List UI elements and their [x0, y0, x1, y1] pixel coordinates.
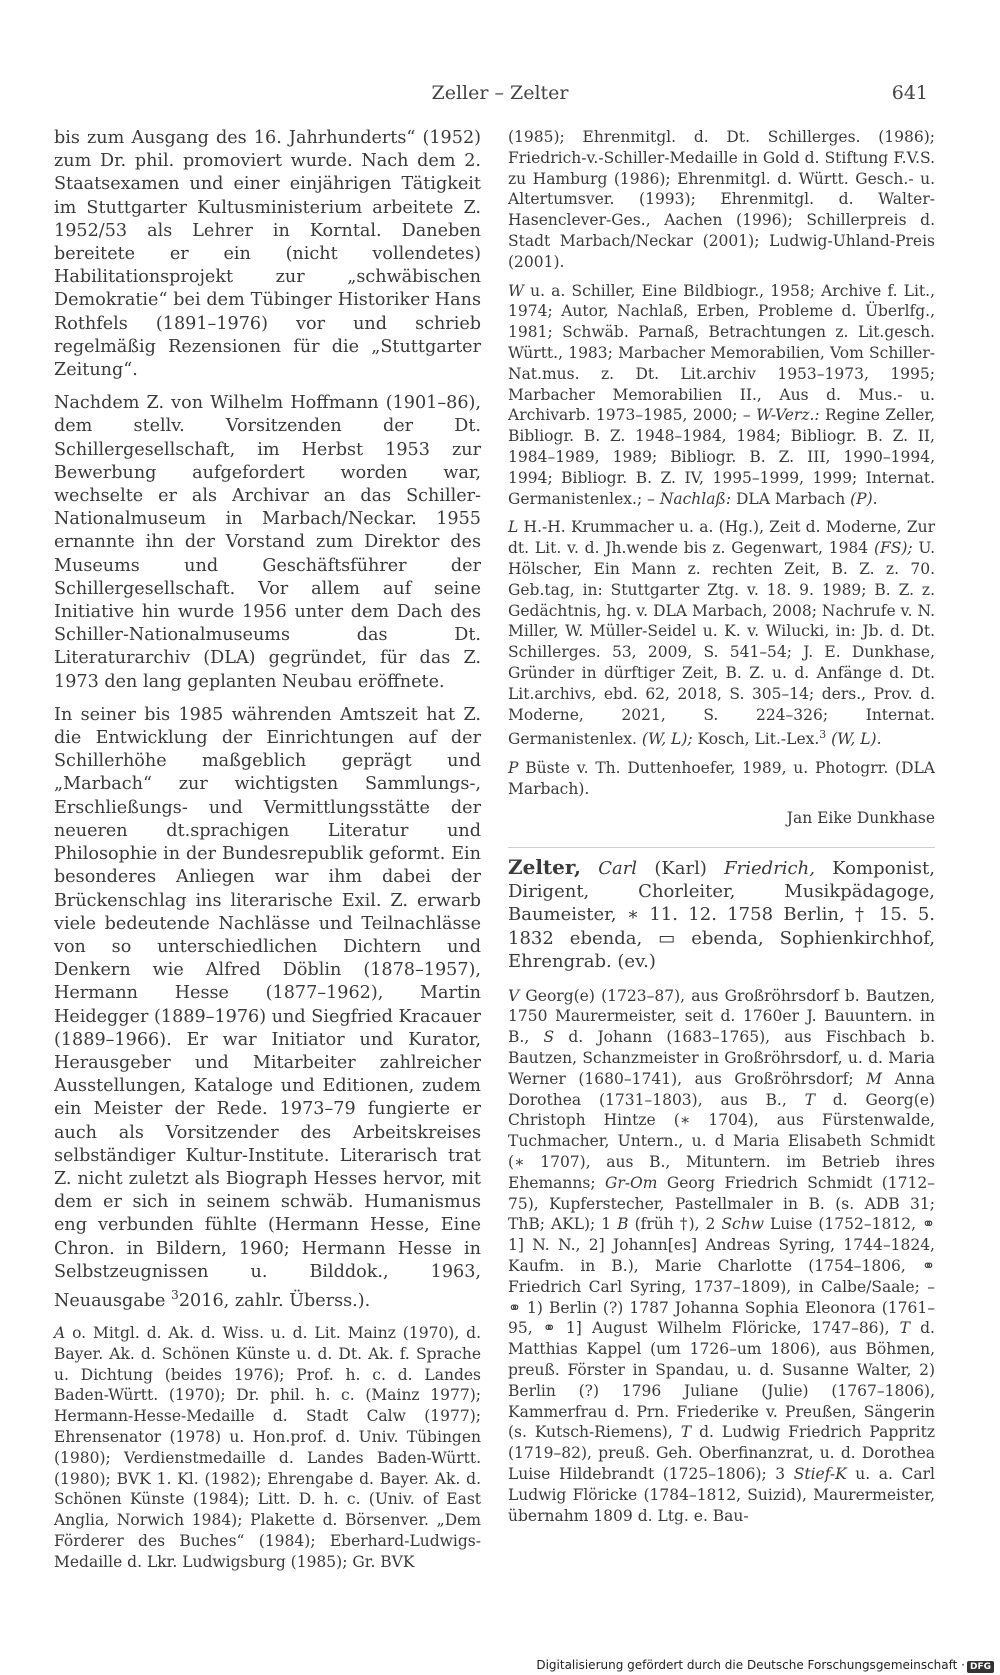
entry-surname: Zelter,: [508, 854, 581, 879]
portraits-text: Büste v. Th. Duttenhoefer, 1989, u. Photogrr. (DLA Marbach).: [508, 759, 935, 799]
family-text: Luise (1752–1812, ⚭ 1] N. N., 2] Johann[es] Andreas Syring, 1744–1824, Kaufm. in B.), Marie Charlotte (1754–1806, ⚭ Friedrich Carl Syring, 1737–1809), in Calbe/Saale; – ⚭ 1) Berlin (?) 1787 Johanna Sophia Eleonora (1761–95, ⚭ 1] August Wilhelm Flöricke, 1747–86),: [508, 1215, 935, 1338]
awards-continued: (1985); Ehrenmitgl. d. Dt. Schillerges. (1986); Friedrich-v.-Schiller-Medaille in Gold d. Stiftung F.V.S. zu Hamburg (1986); Ehrenmitgl. d. Württ. Gesch.- u. Altertumsver. (1993); Ehrenmitgl. d. Walter-Hasenclever-Ges., Aachen (1996); Schillerpreis d. Stadt Marbach/Neckar (2001); Ludwig-Uhland-Preis (2001).: [508, 128, 935, 271]
family-text: Georg(e) (1723–87), aus Großröhrsdorf b. Bautzen, 1750 Maurermeister, seit d. 1760er J. Bauuntern. in B.,: [508, 986, 935, 1047]
family-label-b: B: [617, 1215, 629, 1234]
right-column: [508, 127, 935, 1534]
works-text: u. a. Schiller, Eine Bildbiogr., 1958; Archive f. Lit., 1974; Autor, Nachlaß, Erben, Probleme d. Überlfg., 1981; Schwäb. Parnaß, Betrachtungen z. Lit.gesch. Württ., 1983; Marbacher Memorabilien, Vom Schiller-Nat.mus. z. Dt. Lit.archiv 1953–1973, 1995; Marbacher Memorabilien II., Aus d. Mus.- u. Archivarb. 1973–1985, 2000; –: [508, 281, 935, 425]
family-text: d. Georg(e) Christoph Hintze (∗ 1704), aus Fürstenwalde, Tuchmacher, Untern., u. d Maria Elisabeth Schmidt (∗ 1707), aus B., Mituntern. im Betrieb ihres Ehemanns;: [508, 1090, 935, 1192]
nachlass-text: DLA Marbach: [731, 489, 851, 508]
family-text: Georg Friedrich Schmidt (1712–75), Kupferstecher, Pastellmaler in B. (s. ADB 31; ThB; AKL); 1: [508, 1173, 935, 1234]
tenure-text-end: 2016, zahlr. Überss.).: [178, 1290, 371, 1311]
paragraph-marbach-career: Nachdem Z. von Wilhelm Hoffmann (1901–86), dem stellv. Vorsitzenden der Dt. Schillergesellschaft, im Herbst 1953 zur Bewerbung aufgefordert worden war, wechselte er als Archivar an das Schiller-Nationalmuseum in Marbach/Neckar. 1955 ernannte ihn der Vorstand zum Direktor des Museums und Geschäftsführer der Schillergesellschaft. Vor allem auf seine Initiative hin wurde 1956 unter dem Dach des Schiller-Nationalmuseums das Dt. Literaturarchiv (DLA) gegründet, für das Z. 1973 den lang geplanten Neubau eröffnete.: [54, 393, 481, 692]
works-bibliography: Regine Zeller, Bibliogr. B. Z. 1948–1984, 1984; Bibliogr. B. Z. II, 1984–1989, 1989; Bibliogr. B. Z. III, 1990–1994, 1994; Bibliogr. B. Z. IV, 1995–1999, 1999; Internat. Germanistenlex.; –: [508, 406, 935, 508]
family-label-t: T: [680, 1423, 692, 1442]
entry-name-variant: (Karl): [637, 857, 725, 879]
family-label-grom: Gr-Om: [605, 1173, 658, 1192]
awards-label: A: [54, 1324, 66, 1343]
portraits-label: P: [508, 759, 519, 778]
portraits-block: [508, 758, 935, 800]
footer-text: Digitalisierung gefördert durch die Deutsche Forschungsgemeinschaft ·: [536, 1658, 965, 1672]
family-label-schw: Schw: [721, 1215, 764, 1234]
running-header-title: Zeller – Zelter: [431, 82, 569, 104]
family-label-t: T: [899, 1319, 910, 1338]
awards-block: [54, 1323, 481, 1573]
literature-wl-2: (W, L).: [826, 730, 882, 749]
literature-label: L: [508, 518, 519, 537]
family-label-s: S: [543, 1028, 555, 1047]
left-column: [54, 127, 481, 1581]
family-text: (früh †), 2: [628, 1215, 722, 1234]
family-label-v: V: [508, 986, 520, 1005]
page-number: 641: [891, 82, 928, 104]
paragraph-tenure: [54, 704, 481, 1313]
works-label: W: [508, 281, 524, 300]
literature-text: H.-H. Krummacher u. a. (Hg.), Zeit d. Moderne, Zur dt. Lit. v. d. Jh.wende bis z. Gegenwart, 1984: [508, 518, 935, 558]
literature-kosch: Kosch, Lit.-Lex.: [692, 730, 820, 749]
nachlass-label: Nachlaß:: [659, 489, 732, 508]
article-author: Jan Eike Dunkhase: [786, 808, 935, 827]
family-block: [508, 986, 935, 1527]
entry-first-name: Carl: [598, 857, 638, 879]
literature-text-2: U. Hölscher, Ein Mann z. rechten Zeit, B. Z. z. 70. Geb.tag, in: Stuttgarter Ztg. v. 18. 9. 1989; B. Z. z. Gedächtnis, hg. v. DLA Marbach, 2008; Nachrufe v. N. Miller, W. Müller-Seidel u. K. v. Wilucki, in: Jb. d. Dt. Schillerges. 53, 2009, S. 541–54; J. E. Dunkhase, Gründer in dürftiger Zeit, B. Z. u. d. Anfänge d. Dt. Lit.archivs, ebd. 62, 2018, S. 305–14; ders., Prov. d. Moderne, 2021, S. 224–326; Internat. Germanistenlex.: [508, 539, 935, 749]
family-text: d. Matthias Kappel (um 1726–um 1806), aus Böhmen, preuß. Förster in Spandau, u. d. Susanne Walter, 2) Berlin (?) 1796 Juliane (Julie) (1767–1806), Kammerfrau d. Prn. Friederike v. Preußen, Sängerin (s. Kutsch-Riemens),: [508, 1319, 935, 1442]
digitization-footer: [536, 1658, 994, 1673]
entry-heading-zelter: [508, 847, 935, 974]
family-text: Anna Dorothea (1731–1803), aus B.,: [508, 1069, 935, 1109]
family-label-stiefk: Stief-K: [793, 1465, 847, 1484]
literature-wl: (W, L);: [641, 730, 693, 749]
literature-fs: (FS);: [873, 539, 913, 558]
tenure-text: In seiner bis 1985 währenden Amtszeit hat Z. die Entwicklung der Einrichtungen auf der Schillerhöhe maßgeblich geprägt und „Marbach“ zur wichtigsten Sammlungs-, Erschließungs- und Vermittlungsstätte der neueren dt.sprachigen Literatur und Philosophie in der Bundesrepublik geformt. Ein besonderes Anliegen war ihm dabei der Brückenschlag ins literarische Exil. Z. erwarb viele bedeutende Nachlässe und Teilnachlässe von so unterschiedlichen Dichtern und Denkern wie Alfred Döblin (1878–1957), Hermann Hesse (1877–1962), Martin Heidegger (1889–1976) und Siegfried Kracauer (1889–1966). Er war Initiator und Kurator, Herausgeber und Mitarbeiter zahlreicher Ausstellungen, Kataloge und Editionen, zudem ein Meister der Rede. 1973–79 fungierte er auch als Vorsitzender des Arbeitskreises selbständiger Kultur-Institute. Literarisch trat Z. nicht zuletzt als Biograph Hesses hervor, mit dem er sich in seinem schwäb. Humanismus eng verbunden fühlte (Hermann Hesse, Eine Chron. in Bildern, 1960; Hermann Hesse in Selbstzeugnissen u. Bilddok., 1963, Neuausgabe: [54, 704, 481, 1311]
edition-superscript: 3: [171, 1287, 179, 1302]
nachlass-ref: (P).: [850, 489, 878, 508]
family-label-m: M: [866, 1069, 883, 1088]
literature-superscript: 3: [819, 728, 827, 742]
family-text: d. Ludwig Friedrich Pappritz (1719–82), preuß. Geh. Oberfinanzrat, u. d. Dorothea Luise Hildebrandt (1725–1806); 3: [508, 1423, 936, 1484]
works-verz-label: W-Verz.:: [756, 406, 820, 425]
entry-middle-name: Friedrich,: [724, 857, 815, 879]
family-text: u. a. Carl Ludwig Flöricke (1784–1812, Suizid), Maurermeister, übernahm 1809 d. Ltg. e. Bau-: [508, 1465, 936, 1525]
entry-description: Komponist, Dirigent, Chorleiter, Musikpädagoge, Baumeister, ∗ 11. 12. 1758 Berlin, † 15. 5. 1832 ebenda, ▭ ebenda, Sophienkirchhof, Ehrengrab. (ev.): [508, 857, 935, 973]
paragraph-education: bis zum Ausgang des 16. Jahrhunderts“ (1952) zum Dr. phil. promoviert wurde. Nach dem 2. Staatsexamen und einer einjährigen Tätigkeit im Stuttgarter Kultusministerium arbeitete Z. 1952/53 als Lehrer in Korntal. Daneben bereitete er ein (nicht vollendetes) Habilitationsprojekt zur „schwäbischen Demokratie“ bei dem Tübinger Historiker Hans Rothfels (1891–1976) vor und schrieb regelmäßig Rezensionen für die „Stuttgarter Zeitung“.: [54, 128, 481, 381]
dfg-logo: DFG: [967, 1661, 994, 1673]
works-block: [508, 281, 935, 510]
family-label-t: T: [804, 1090, 815, 1109]
family-text: d. Johann (1683–1765), aus Fischbach b. Bautzen, Schanzmeister in Großröhrsdorf, u. d. Maria Werner (1680–1741), aus Großröhrsdorf;: [508, 1028, 936, 1088]
awards-text: o. Mitgl. d. Ak. d. Wiss. u. d. Lit. Mainz (1970), d. Bayer. Ak. d. Schönen Künste u. d. Dt. Ak. f. Sprache u. Dichtung (beides 1976); Prof. h. c. d. Landes Baden-Württ. (1970); Dr. phil. h. c. (Mainz 1977); Hermann-Hesse-Medaille d. Stadt Calw (1977); Ehrensenator (1978) u. Hon.prof. d. Univ. Tübingen (1980); Verdienstmedaille d. Landes Baden-Württ. (1980); BVK 1. Kl. (1982); Ehrengabe d. Bayer. Ak. d. Schönen Künste (1984); Litt. D. h. c. (Univ. of East Anglia, Norwich 1984); Plakette d. Börsenver. „Dem Förderer des Buches“ (1984); Eberhard-Ludwigs-Medaille d. Lkr. Ludwigsburg (1985); Gr. BVK: [54, 1324, 481, 1571]
literature-block: [508, 517, 935, 750]
